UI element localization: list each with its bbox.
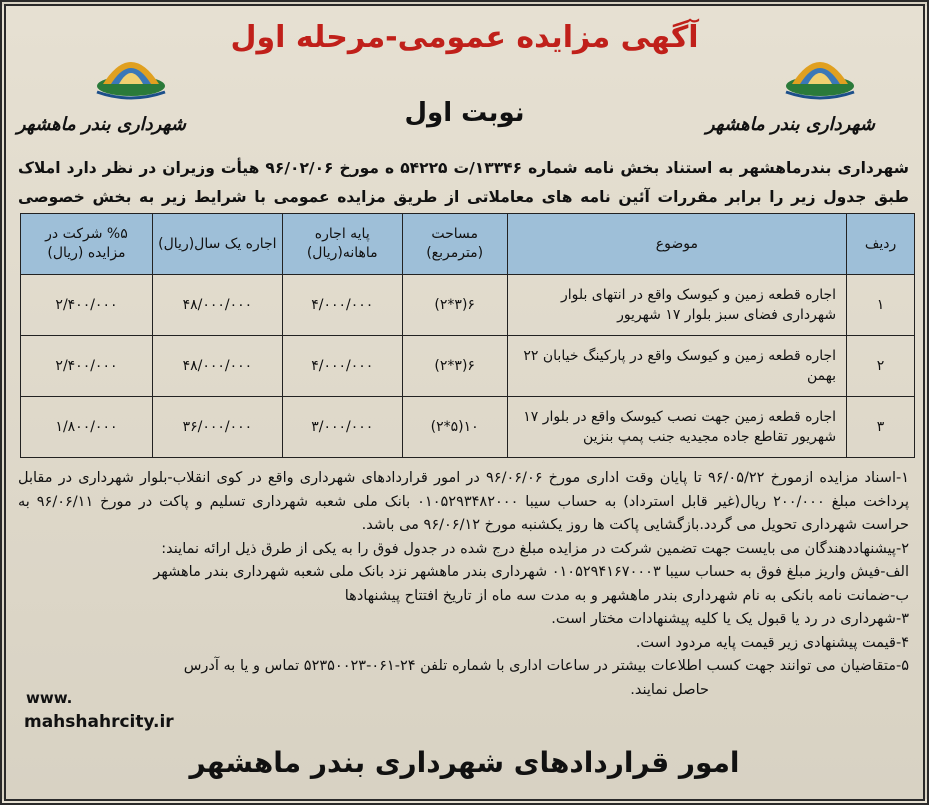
header-row-number: ردیف <box>847 214 915 275</box>
cell-area: ۱۰(۵*۲) <box>402 397 507 458</box>
website-prefix: www. <box>26 689 73 707</box>
municipality-logo-left <box>16 46 186 146</box>
table-row <box>21 275 915 336</box>
condition-item: ۳-شهرداری در رد یا قبول یک یا کلیه پیشنهادات مختار است. <box>551 611 909 627</box>
cell-deposit: ۲/۴۰۰/۰۰۰ <box>21 336 153 397</box>
notice-round: نوبت اول <box>404 98 525 128</box>
cell-row-number: ۳ <box>847 397 915 458</box>
website-link[interactable]: mahshahrcity.ir <box>24 712 174 732</box>
logo-caption: شهرداری بندر ماهشهر <box>705 114 875 135</box>
logo-caption: شهرداری بندر ماهشهر <box>16 114 186 135</box>
condition-item: ب-ضمانت نامه بانکی به نام شهرداری بندر ماهشهر و به مدت سه ماه از تاریخ افتتاح پیشنهادها <box>344 587 909 604</box>
condition-item: ۱-اسناد مزایده ازمورخ ۹۶/۰۵/۲۲ تا پایان وقت اداری مورخ ۹۶/۰۶/۰۶ در امور قراردادهای شهرداری واقع در کوی انقلاب-بلوار شهرداری در مقابل پرداخت مبلغ ۲۰۰/۰۰۰ ریال(غیر قابل استرداد) به حساب سیبا ۰۱۰۵۲۹۳۴۸۲۰۰۰ بانک ملی شعبه شهرداری تسلیم و پاکت در مورخ ۹۶/۰۶/۱۱ به حراست شهرداری تحویل می گردد.بازگشایی پاکت ها روز یکشنبه مورخ ۹۶/۰۶/۱۲ می باشد. <box>18 470 910 533</box>
notice-header <box>6 6 923 156</box>
condition-item: ۴-قیمت پیشنهادی زیر قیمت پایه مردود است. <box>635 634 909 651</box>
table-row <box>21 336 915 397</box>
footer-signature: امور قراردادهای شهرداری بندر ماهشهر <box>189 746 740 779</box>
cell-row-number: ۲ <box>847 336 915 397</box>
cell-deposit: ۱/۸۰۰/۰۰۰ <box>21 397 153 458</box>
table-header-row <box>21 214 915 275</box>
cell-base-rent: ۴/۰۰۰/۰۰۰ <box>282 336 402 397</box>
notice-title: آگهی مزایده عمومی-مرحله اول <box>230 20 699 55</box>
table-row <box>21 397 915 458</box>
header-deposit: %۵ شرکت در مزایده (ریال) <box>21 214 153 275</box>
cell-base-rent: ۳/۰۰۰/۰۰۰ <box>282 397 402 458</box>
cell-annual-rent: ۴۸/۰۰۰/۰۰۰ <box>152 275 282 336</box>
condition-item: ۵-متقاضیان می توانند جهت کسب اطلاعات بیشتر در ساعات اداری با شماره تلفن ۲۴-۰۶۱-۵۲۳۵۰۰۲۳ تماس و یا به آدرس <box>183 658 909 674</box>
cell-subject: اجاره قطعه زمین و کیوسک واقع در انتهای بلوار شهرداری فضای سبز بلوار ۱۷ شهریور <box>507 275 846 336</box>
cell-deposit: ۲/۴۰۰/۰۰۰ <box>21 275 153 336</box>
condition-item: ۲-پیشنهاددهندگان می بایست جهت تضمین شرکت در مزایده مبلغ درج شده در جدول فوق را به یکی از طرق ذیل ارائه نمایند: <box>161 540 909 557</box>
property-table <box>20 213 915 458</box>
municipality-logo-right <box>705 46 875 146</box>
cell-base-rent: ۴/۰۰۰/۰۰۰ <box>282 275 402 336</box>
header-base-rent: پایه اجاره ماهانه(ریال) <box>282 214 402 275</box>
header-subject: موضوع <box>507 214 846 275</box>
header-annual-rent: اجاره یک سال(ریال) <box>152 214 282 275</box>
cell-row-number: ۱ <box>847 275 915 336</box>
condition-item: حاصل نمایند. <box>630 681 709 698</box>
cell-subject: اجاره قطعه زمین و کیوسک واقع در پارکینگ خیابان ۲۲ بهمن <box>507 336 846 397</box>
conditions-list <box>18 467 909 702</box>
cell-annual-rent: ۳۶/۰۰۰/۰۰۰ <box>152 397 282 458</box>
condition-item: الف-فیش واریز مبلغ فوق به حساب سیبا ۰۱۰۵۲۹۴۱۶۷۰۰۰۳ شهرداری بندر ماهشهر نزد بانک ملی شعبه شهرداری بندر ماهشهر <box>153 564 909 580</box>
cell-area: ۶(۳*۲) <box>402 275 507 336</box>
header-area: مساحت (مترمربع) <box>402 214 507 275</box>
cell-subject: اجاره قطعه زمین جهت نصب کیوسک واقع در بلوار ۱۷ شهریور تقاطع جاده مجیدیه جنب پمپ بنزین <box>507 397 846 458</box>
intro-paragraph: شهرداری بندرماهشهر به استناد بخش نامه شماره ۱۳۳۴۶/ت ۵۴۲۲۵ ه مورخ ۹۶/۰۲/۰۶ هیأت وزیران در نظر دارد املاک طبق جدول زیر را برابر مقررات آئین نامه های معاملاتی از طریق مزایده عمومی با شرایط زیر به بخش خصوصی <box>18 159 909 206</box>
cell-area: ۶(۳*۲) <box>402 336 507 397</box>
cell-annual-rent: ۴۸/۰۰۰/۰۰۰ <box>152 336 282 397</box>
